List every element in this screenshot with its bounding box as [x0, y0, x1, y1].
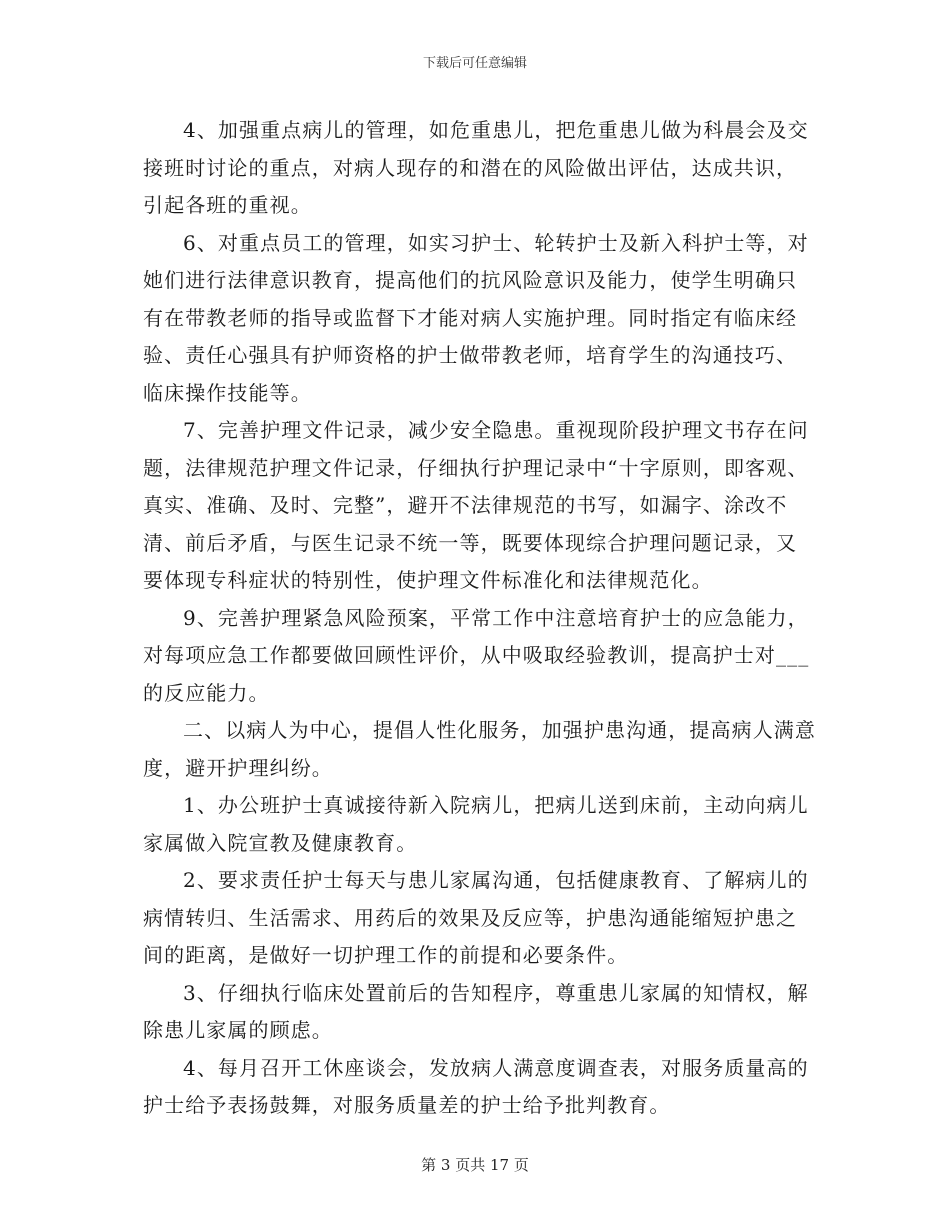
- paragraph-item-4-feedback-meeting: 4、每月召开工休座谈会，发放病人满意度调查表，对服务质量高的护士给予表扬鼓舞，对服务质量差的护士给予批判教育。: [143, 1055, 809, 1117]
- document-body: [143, 112, 818, 1125]
- paragraph-item-6-key-staff: 6、对重点员工的管理，如实习护士、轮转护士及新入科护士等，对她们进行法律意识教育，提高他们的抗风险意识及能力，使学生明确只有在带教老师的指导或监督下才能对病人实施护理。同时指定有临床经验、责任心强具有护师资格的护士做带教老师，培育学生的沟通技巧、临床操作技能等。: [143, 230, 809, 405]
- paragraph-item-2-communication: 2、要求责任护士每天与患儿家属沟通，包括健康教育、了解病儿的病情转归、生活需求、用药后的效果及反应等，护患沟通能缩短护患之间的距离，是做好一切护理工作的前提和必要条件。: [143, 868, 809, 967]
- paragraph-item-7-nursing-records: 7、完善护理文件记录，减少安全隐患。重视现阶段护理文书存在问题，法律规范护理文件记录，仔细执行护理记录中“十字原则，即客观、真实、准确、及时、完整”，避开不法律规范的书写，如漏字、涂改不清、前后矛盾，与医生记录不统一等，既要体现综合护理问题记录，又要体现专科症状的特别性，使护理文件标准化和法律规范化。: [143, 418, 809, 592]
- paragraph-item-3-informed-consent: 3、仔细执行临床处置前后的告知程序，尊重患儿家属的知情权，解除患儿家属的顾虑。: [143, 980, 809, 1042]
- page-header: 下载后可任意编辑: [422, 56, 527, 71]
- paragraph-item-4-key-patients: 4、加强重点病儿的管理，如危重患儿，把危重患儿做为科晨会及交接班时讨论的重点，对病人现存的和潜在的风险做出评估，达成共识，引起各班的重视。: [143, 118, 809, 217]
- page-number: 第 3 页共 17 页: [421, 1156, 529, 1174]
- paragraph-item-1-admission: 1、办公班护士真诚接待新入院病儿，把病儿送到床前，主动向病儿家属做入院宣教及健康教育。: [143, 793, 809, 855]
- section-heading-patient-centered: 二、以病人为中心，提倡人性化服务，加强护患沟通，提高病人满意度，避开护理纠纷。: [143, 718, 816, 780]
- paragraph-item-9-emergency-plan: 9、完善护理紧急风险预案，平常工作中注意培育护士的应急能力，对每项应急工作都要做回顾性评价，从中吸取经验教训，提高护士对___的反应能力。: [143, 605, 810, 705]
